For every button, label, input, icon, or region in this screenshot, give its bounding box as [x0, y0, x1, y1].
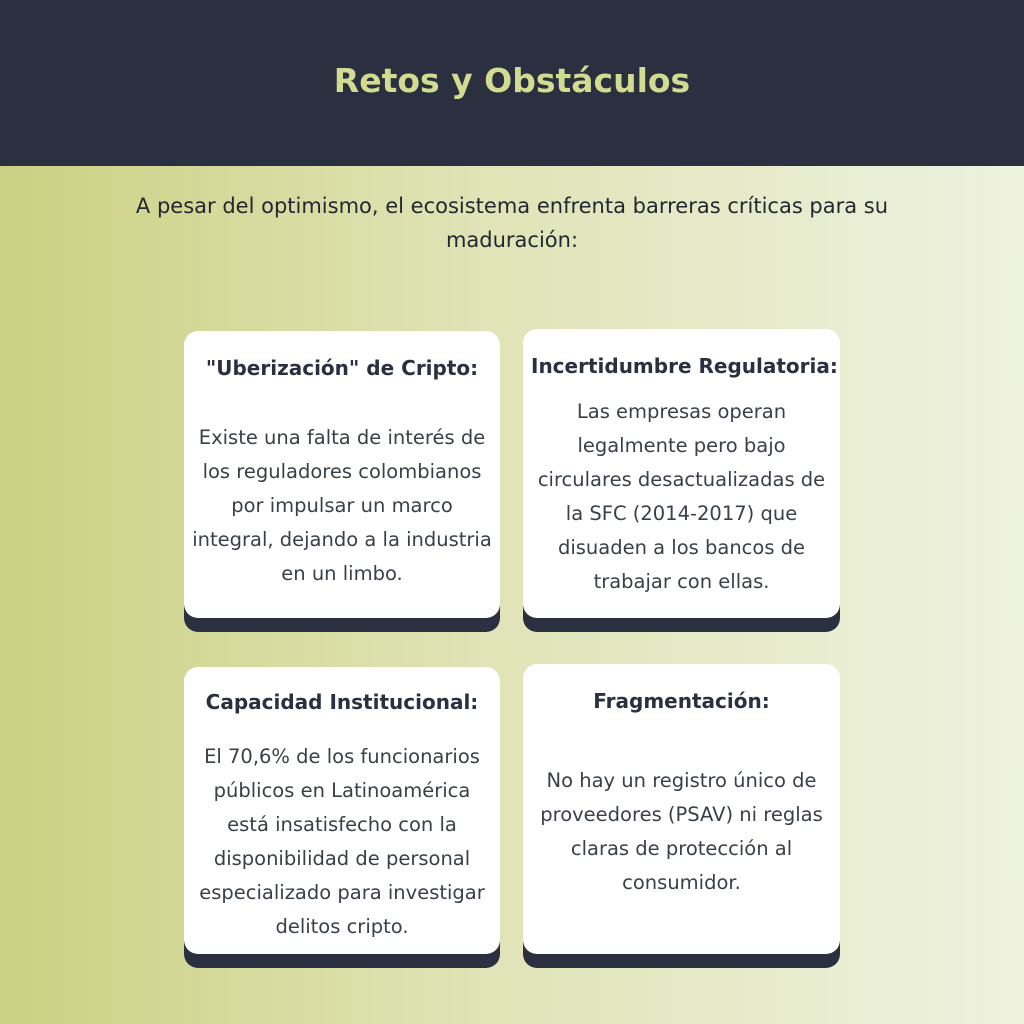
card-body: El 70,6% de los funcionarios públicos en Latinoamérica está insatisfecho con la disponibilidad de personal especializado para investigar delitos cripto.	[199, 745, 485, 938]
card-title: "Uberización" de Cripto:	[205, 356, 479, 380]
card-capacidad-institucional	[184, 667, 500, 954]
card-panel	[184, 667, 500, 954]
card-title: Fragmentación:	[593, 689, 770, 713]
page-title: Retos y Obstáculos	[333, 61, 691, 100]
card-panel	[523, 329, 840, 618]
card-fragmentacion	[523, 664, 840, 954]
card-body: Existe una falta de interés de los reguladores colombianos por impulsar un marco integral, dejando a la industria en un limbo.	[192, 426, 492, 585]
card-body: No hay un registro único de proveedores (PSAV) ni reglas claras de protección al consumidor.	[540, 769, 823, 894]
card-title: Capacidad Institucional:	[205, 690, 479, 714]
card-uberizacion	[184, 331, 500, 618]
card-incertidumbre-regulatoria	[523, 329, 840, 618]
card-title: Incertidumbre Regulatoria:	[531, 354, 838, 378]
card-body: Las empresas operan legalmente pero bajo circulares desactualizadas de la SFC (2014-2017) que disuaden a los bancos de trabajar con ellas.	[537, 400, 826, 593]
card-panel	[523, 664, 840, 954]
card-panel	[184, 331, 500, 618]
intro-text: A pesar del optimismo, el ecosistema enfrenta barreras críticas para su maduración:	[135, 194, 889, 252]
